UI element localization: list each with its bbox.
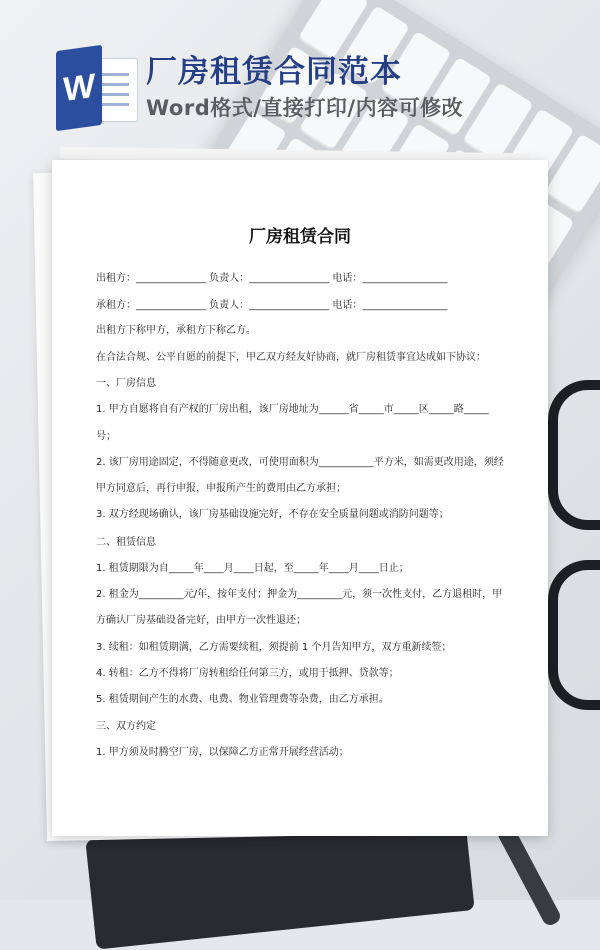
word-document-icon (56, 48, 138, 128)
document-line: 5. 租赁期间产生的水费、电费、物业管理费等杂费，由乙方承担。 (96, 694, 389, 705)
lessee-line: 承租方：______________ 负责人：________________ 电话：_________________ (96, 300, 448, 311)
glasses-lens (548, 380, 600, 530)
document-line: 1. 甲方自愿将自有产权的厂房出租，该厂房地址为______省_____市_____区_____路_____ (96, 404, 489, 415)
document-line: 1. 甲方须及时腾空厂房，以保障乙方正常开展经营活动； (96, 747, 349, 758)
section-heading: 二、租赁信息 (96, 537, 156, 548)
section-heading: 一、厂房信息 (96, 378, 156, 389)
banner-subtitle: Word格式/直接打印/内容可修改 (146, 96, 464, 120)
word-letter-badge: W (56, 45, 102, 131)
glasses-lens (548, 560, 600, 710)
eyeglasses-photo (548, 380, 600, 720)
document-line: 在合法合规、公平自愿的前提下，甲乙双方经友好协商，就厂房租赁事宜达成如下协议： (96, 352, 486, 363)
lessor-line: 出租方：______________ 负责人：________________ 电话：_________________ (96, 273, 448, 284)
document-line: 甲方同意后，再行申报，申报所产生的费用由乙方承担； (96, 483, 346, 494)
document-line: 3. 续租：如租赁期满，乙方需要续租，须提前 1 个月告知甲方，双方重新续签； (96, 642, 452, 653)
document-line: 2. 租金为_________元/年，按年支付；押金为_________元，须一次性支付，乙方退租时，甲 (96, 589, 503, 600)
banner-title: 厂房租赁合同范本 (146, 54, 402, 90)
document-line: 4. 转租：乙方不得将厂房转租给任何第三方，或用于抵押、贷款等； (96, 668, 399, 679)
document-line: 3. 双方经现场确认，该厂房基础设施完好，不存在安全质量问题或消防问题等； (96, 509, 449, 520)
banner-header (48, 40, 588, 140)
document-line: 2. 该厂房用途固定，不得随意更改，可使用面积为___________平方米，如需更改用途，须经 (96, 457, 504, 468)
document-line: 出租方下称甲方，承租方下称乙方。 (96, 325, 256, 336)
document-line: 方确认厂房基础设备完好，由甲方一次性退还； (96, 615, 306, 626)
document-title: 厂房租赁合同 (249, 227, 351, 247)
document-line: 1. 租赁期限为自_____年____月____日起，至_____年____月____日止； (96, 563, 409, 574)
document-line: 号； (96, 431, 116, 442)
document-page (52, 160, 548, 836)
section-heading: 三、双方约定 (96, 721, 156, 732)
